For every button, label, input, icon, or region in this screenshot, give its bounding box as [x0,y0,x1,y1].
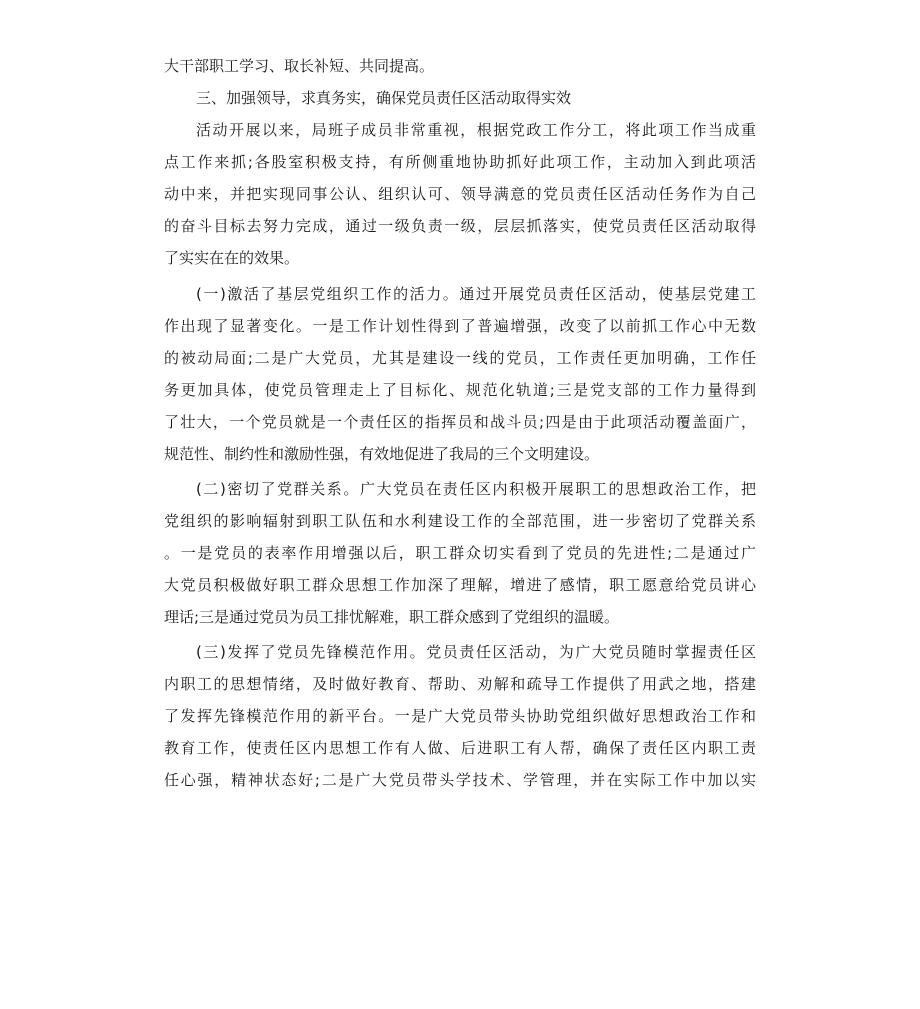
text-line: 大党员积极做好职工群众思想工作加深了理解，增进了感情，职工愿意给党员讲心 [164,576,756,594]
section-heading: 三、加强领导，求真务实，确保党员责任区活动取得实效 [196,89,572,107]
text-line: 任心强，精神状态好;二是广大党员带头学技术、学管理，并在实际工作中加以实 [164,771,756,789]
text-line: 的奋斗目标去努力完成，通过一级负责一级，层层抓落实，使党员责任区活动取得 [164,217,756,235]
text-line: 的被动局面;二是广大党员，尤其是建设一线的党员，工作责任更加明确，工作任 [164,349,756,367]
text-line: 了壮大，一个党员就是一个责任区的指挥员和战斗员;四是由于此项活动覆盖面广， [164,413,756,431]
text-line: 务更加具体，使党员管理走上了目标化、规范化轨道;三是党支部的工作力量得到 [164,381,756,399]
text-line: 党组织的影响辐射到职工队伍和水利建设工作的全部范围，进一步密切了党群关系 [164,512,756,530]
text-line: 活动开展以来，局班子成员非常重视，根据党政工作分工，将此项工作当成重 [196,121,756,139]
text-line: 了发挥先锋模范作用的新平台。一是广大党员带头协助党组织做好思想政治工作和 [164,707,756,725]
text-line: (二)密切了党群关系。广大党员在责任区内积极开展职工的思想政治工作，把 [196,480,756,498]
text-line: 规范性、制约性和激励性强，有效地促进了我局的三个文明建设。 [164,445,600,463]
text-line: 大干部职工学习、取长补短、共同提高。 [164,57,435,75]
text-line: 。一是党员的表率作用增强以后，职工群众切实看到了党员的先进性;二是通过广 [164,544,756,562]
text-line: 教育工作，使责任区内思想工作有人做、后进职工有人帮，确保了责任区内职工责 [164,739,756,757]
text-line: 作出现了显著变化。一是工作计划性得到了普遍增强，改变了以前抓工作心中无数 [164,317,756,335]
text-line: (三)发挥了党员先锋模范作用。党员责任区活动，为广大党员随时掌握责任区 [196,643,756,661]
text-line: 了实实在在的效果。 [164,249,300,267]
text-line: 理话;三是通过党员为员工排忧解难，职工群众感到了党组织的温暖。 [164,608,620,626]
text-line: 点工作来抓;各股室积极支持，有所侧重地协助抓好此项工作，主动加入到此项活 [164,153,756,171]
text-line: 动中来，并把实现同事公认、组织认可、领导满意的党员责任区活动任务作为自己 [164,185,756,203]
text-line: (一)激活了基层党组织工作的活力。通过开展党员责任区活动，使基层党建工 [196,285,756,303]
text-line: 内职工的思想情绪，及时做好教育、帮助、劝解和疏导工作提供了用武之地，搭建 [164,675,756,693]
